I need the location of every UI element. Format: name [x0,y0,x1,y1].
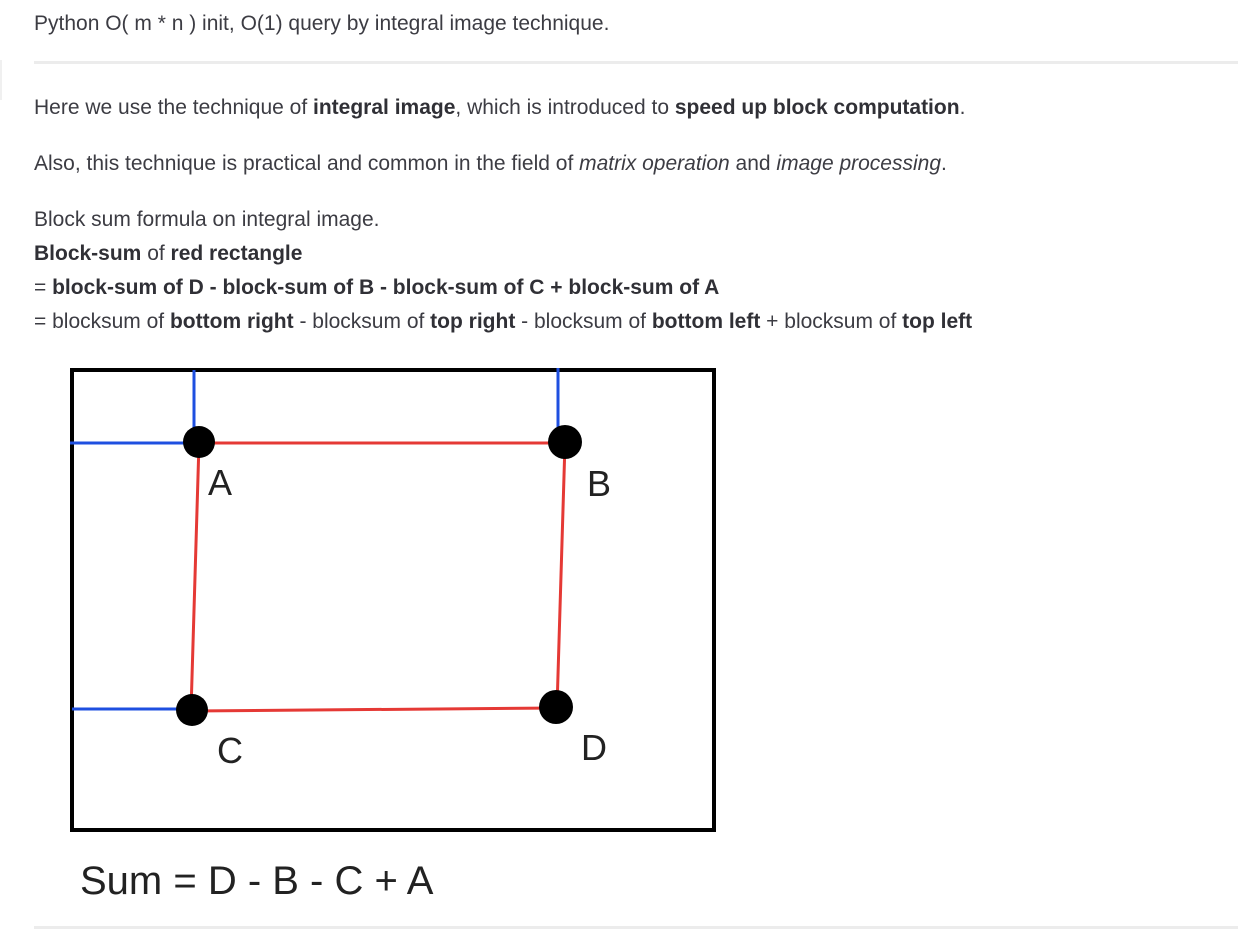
divider-bottom [34,926,1238,929]
intro-text-3: . [959,96,966,119]
speed-up-term: speed up block computation [674,96,960,119]
formula-heading: Block sum formula on integral image. [34,208,380,231]
outer-frame [72,370,714,830]
label-a: A [208,462,233,503]
formula-line-1-text: of [141,242,171,265]
matrix-operation-term: matrix operation [579,152,730,175]
bottom-right-term: bottom right [169,310,294,333]
intro-paragraph [34,91,965,125]
formula-line-1 [34,237,302,271]
diagram-caption: Sum = D - B - C + A [80,859,434,903]
formula-line-2 [34,271,719,305]
integral-image-term: integral image [313,96,456,119]
intro-text-1: Here we use the technique of [34,96,314,119]
block-sum-term: Block-sum [34,242,142,265]
formula-line-3-text-1: = blocksum of [34,310,170,333]
top-left-term: top left [902,310,973,333]
gutter-divider [0,60,2,100]
point-a [183,426,215,458]
label-d: D [581,727,607,768]
label-c: C [217,730,243,771]
diagram-svg [60,358,740,918]
label-b: B [587,463,612,504]
formula-line-3-text-2: - blocksum of [293,310,431,333]
formula-line-2-expression: block-sum of D - block-sum of B - block-sum of C + block-sum of A [52,276,720,299]
practical-text-1: Also, this technique is practical and common in the field of [34,152,580,175]
post-title: Python O( m * n ) init, O(1) query by integral image technique. [34,12,610,35]
integral-image-diagram [60,358,740,918]
practical-text-2: and [729,152,777,175]
formula-line-3-text-4: + blocksum of [760,310,903,333]
formula-line-3 [34,305,972,339]
top-right-term: top right [430,310,516,333]
bottom-left-term: bottom left [651,310,761,333]
red-rectangle [191,443,565,711]
practical-text-3: . [941,152,947,175]
formula-line-3-text-3: - blocksum of [515,310,652,333]
divider-top [34,61,1238,64]
red-rectangle-term: red rectangle [170,242,303,265]
intro-text-2: , which is introduced to [455,96,675,119]
point-d [539,690,573,724]
point-b [548,425,582,459]
formula-line-2-equals: = [34,276,53,299]
image-processing-term: image processing [776,152,942,175]
point-c [176,694,208,726]
practical-paragraph [34,147,947,181]
